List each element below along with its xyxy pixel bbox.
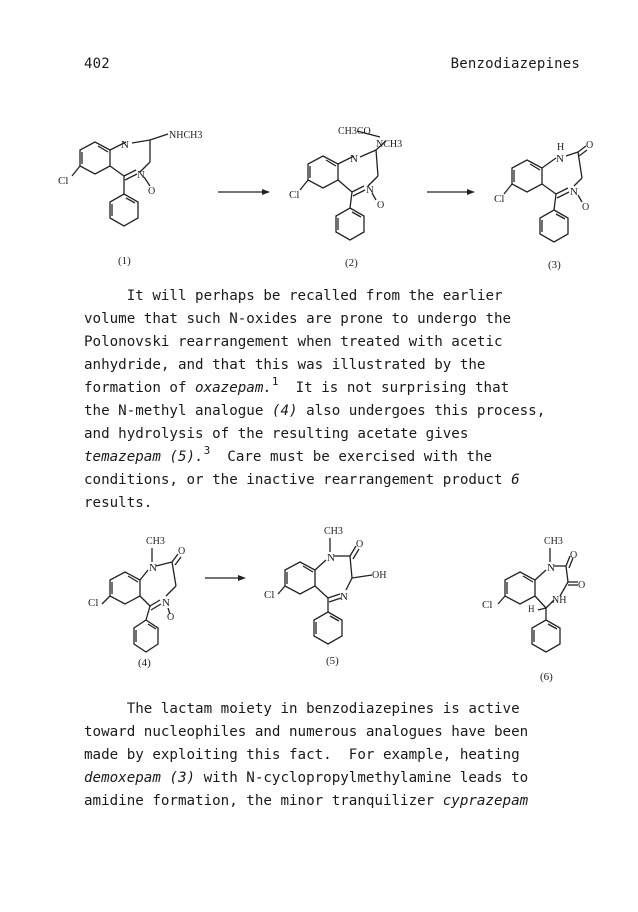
page-number: 402 bbox=[84, 56, 110, 72]
svg-text:O: O bbox=[148, 186, 156, 197]
text-line bbox=[84, 698, 604, 721]
text-run: temazepam (5). bbox=[84, 449, 204, 465]
text-line bbox=[84, 285, 604, 308]
text-line bbox=[84, 767, 604, 790]
svg-text:O: O bbox=[586, 140, 594, 151]
text-run: It will perhaps be recalled from the earlier bbox=[84, 288, 503, 304]
phenyl-ring-4 bbox=[134, 620, 158, 652]
text-line bbox=[84, 744, 604, 767]
svg-text:O: O bbox=[570, 550, 578, 561]
structure-5 bbox=[264, 526, 386, 667]
svg-text:N: N bbox=[162, 597, 170, 609]
benzo-ring-4 bbox=[110, 572, 140, 604]
structure-6 bbox=[482, 536, 585, 683]
text-run: results. bbox=[84, 495, 153, 511]
svg-text:O: O bbox=[377, 200, 385, 211]
text-run: conditions, or the inactive rearrangement product bbox=[84, 472, 512, 488]
text-run: oxazepam. bbox=[195, 380, 272, 396]
svg-text:N: N bbox=[570, 186, 578, 198]
svg-text:Cl: Cl bbox=[58, 175, 69, 187]
compound-label-5: (5) bbox=[326, 655, 339, 667]
svg-text:N: N bbox=[366, 184, 374, 196]
text-line bbox=[84, 721, 604, 744]
compound-label-2: (2) bbox=[345, 257, 358, 269]
text-run: the N-methyl analogue bbox=[84, 403, 272, 419]
svg-text:O: O bbox=[582, 202, 590, 213]
text-run: (4) bbox=[271, 403, 298, 419]
arrow-head-1 bbox=[262, 189, 270, 195]
text-run: It is not surprising that bbox=[278, 380, 510, 396]
phenyl-ring-1 bbox=[110, 194, 138, 226]
text-run: formation of bbox=[84, 380, 196, 396]
text-run: cyprazepam bbox=[442, 793, 529, 809]
benzo-ring-2 bbox=[308, 156, 338, 188]
svg-text:NCH3: NCH3 bbox=[376, 139, 403, 150]
text-line bbox=[84, 331, 604, 354]
svg-text:OH: OH bbox=[372, 570, 387, 581]
structure-2 bbox=[289, 126, 402, 269]
text-run: and hydrolysis of the resulting acetate gives bbox=[84, 426, 469, 442]
text-line bbox=[84, 377, 604, 400]
text-run: made by exploiting this fact. For example, heating bbox=[84, 747, 520, 763]
svg-text:O: O bbox=[578, 580, 586, 591]
text-line bbox=[84, 446, 604, 469]
text-run: The lactam moiety in benzodiazepines is active bbox=[84, 701, 520, 717]
text-line bbox=[84, 790, 604, 813]
text-run: Polonovski rearrangement when treated with acetic bbox=[84, 334, 503, 350]
text-run: 6 bbox=[511, 472, 520, 488]
svg-text:CH3: CH3 bbox=[146, 536, 165, 547]
text-run: toward nucleophiles and numerous analogues have been bbox=[84, 724, 529, 740]
svg-text:O: O bbox=[167, 612, 175, 623]
svg-text:Cl: Cl bbox=[264, 589, 275, 601]
reference-superscript: 3 bbox=[203, 444, 211, 457]
running-head: Benzodiazepines bbox=[450, 56, 580, 72]
text-line bbox=[84, 400, 604, 423]
benzo-ring-5 bbox=[285, 562, 315, 594]
svg-text:O: O bbox=[178, 546, 186, 557]
svg-text:Cl: Cl bbox=[289, 189, 300, 201]
text-run: anhydride, and that this was illustrated by the bbox=[84, 357, 486, 373]
svg-text:Cl: Cl bbox=[482, 599, 493, 611]
benzo-ring-3 bbox=[512, 160, 542, 192]
phenyl-ring-5 bbox=[314, 612, 342, 644]
paragraph-1 bbox=[84, 285, 604, 515]
svg-text:N: N bbox=[121, 139, 129, 151]
text-line bbox=[84, 308, 604, 331]
phenyl-ring-2 bbox=[336, 208, 364, 240]
phenyl-ring-3 bbox=[540, 210, 568, 242]
svg-text:N: N bbox=[340, 591, 348, 603]
svg-text:N: N bbox=[556, 153, 564, 165]
svg-text:NHCH3: NHCH3 bbox=[169, 130, 203, 141]
arrow-head-3 bbox=[238, 575, 246, 581]
text-run: Care must be exercised with the bbox=[210, 449, 493, 465]
text-line bbox=[84, 423, 604, 446]
structure-3 bbox=[494, 140, 593, 271]
text-run: also undergoes this process, bbox=[297, 403, 546, 419]
svg-text:CH3: CH3 bbox=[544, 536, 563, 547]
text-line bbox=[84, 354, 604, 377]
paragraph-2 bbox=[84, 698, 604, 813]
structure-4 bbox=[88, 536, 185, 669]
arrow-head-2 bbox=[467, 189, 475, 195]
phenyl-ring-6 bbox=[532, 620, 560, 652]
text-line bbox=[84, 492, 604, 515]
reference-superscript: 1 bbox=[271, 375, 279, 388]
svg-text:O: O bbox=[356, 539, 364, 550]
svg-text:N: N bbox=[149, 562, 157, 574]
svg-text:CH3: CH3 bbox=[324, 526, 343, 537]
compound-label-4: (4) bbox=[138, 657, 151, 669]
svg-text:CH3CO: CH3CO bbox=[338, 126, 371, 137]
text-run: volume that such N-oxides are prone to undergo the bbox=[84, 311, 512, 327]
svg-text:N: N bbox=[350, 153, 358, 165]
svg-text:Cl: Cl bbox=[88, 597, 99, 609]
text-line bbox=[84, 469, 604, 492]
svg-text:H: H bbox=[528, 604, 535, 614]
text-run: demoxepam (3) bbox=[84, 770, 196, 786]
svg-text:N: N bbox=[327, 552, 335, 564]
text-run: amidine formation, the minor tranquilizer bbox=[84, 793, 443, 809]
benzo-ring-6 bbox=[505, 572, 535, 604]
svg-text:N: N bbox=[547, 562, 555, 574]
svg-text:H: H bbox=[557, 142, 565, 153]
svg-text:N: N bbox=[137, 169, 145, 181]
compound-label-3: (3) bbox=[548, 259, 561, 271]
svg-text:NH: NH bbox=[552, 595, 567, 606]
structure-1 bbox=[58, 130, 202, 267]
text-run: with N-cyclopropylmethylamine leads to bbox=[195, 770, 529, 786]
svg-text:Cl: Cl bbox=[494, 193, 505, 205]
compound-label-1: (1) bbox=[118, 255, 131, 267]
benzo-ring-1 bbox=[80, 142, 110, 174]
compound-label-6: (6) bbox=[540, 671, 553, 683]
